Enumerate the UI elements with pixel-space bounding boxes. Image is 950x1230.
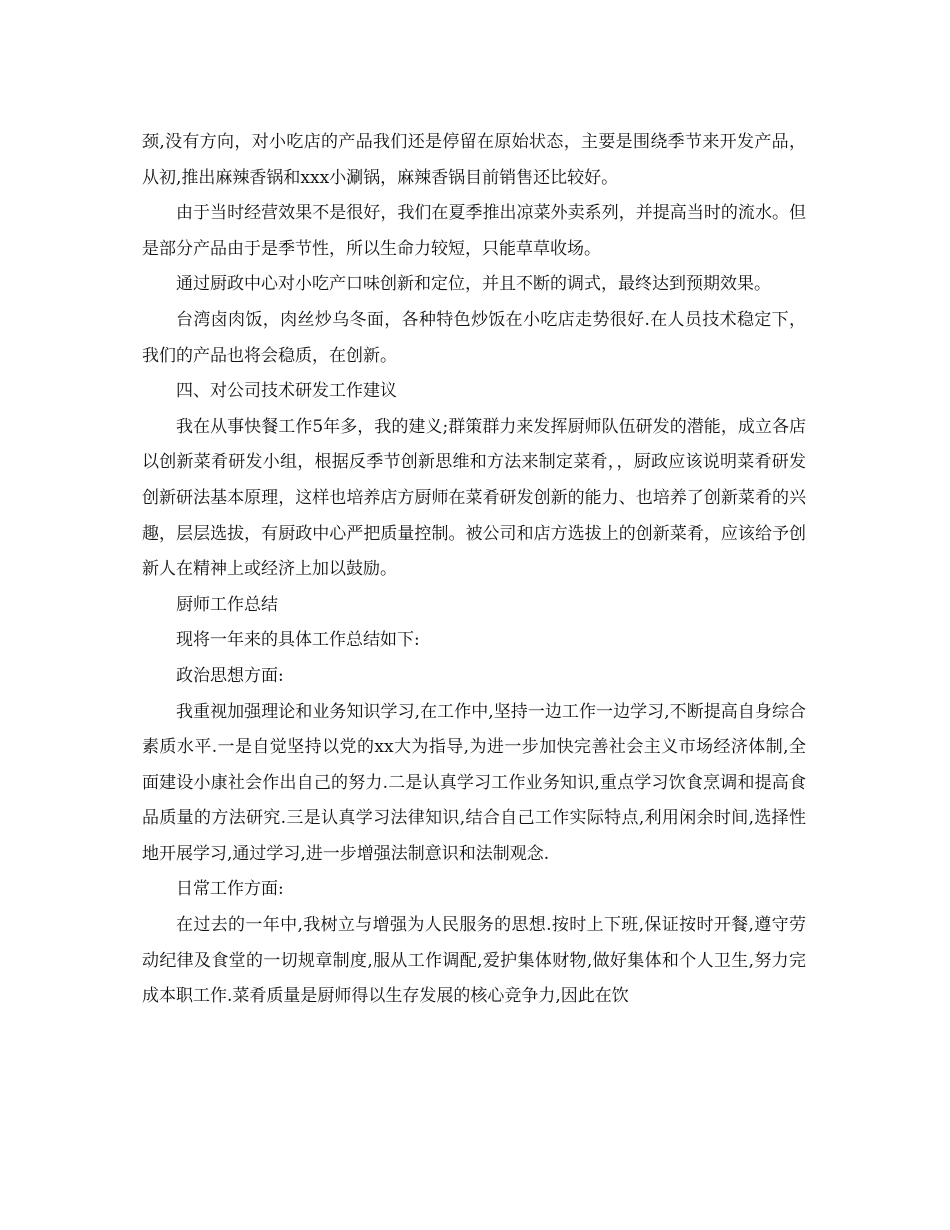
heading-daily-work: 日常工作方面: — [176, 879, 284, 900]
paragraph-signature-dishes: 台湾卤肉饭，肉丝炒乌冬面，各种特色炒饭在小吃店走势很好.在人员技术稳定下，我们的产品也将会稳质，在创新。 — [142, 309, 806, 366]
heading-chef-work-summary: 厨师工作总结 — [176, 594, 278, 615]
paragraph-rd-suggestions: 我在从事快餐工作5年多，我的建义;群策群力来发挥厨师队伍研发的潜能，成立各店以创新菜肴研发小组，根据反季节创新思维和方法来制定菜肴，，厨政应该说明菜肴研发创新研法基本原理，这样也培养店方厨师在菜肴研发创新的能力、也培养了创新菜肴的兴趣，层层选拔，有厨政中心严把质量控制。被公司和店方选拔上的创新菜肴，应该给予创新人在精神上或经济上加以鼓励。 — [142, 416, 806, 580]
section-heading-rd-suggestions: 四、对公司技术研发工作建议 — [176, 381, 397, 402]
document-body — [142, 125, 806, 1015]
paragraph-flavor-innovation: 通过厨政中心对小吃产口味创新和定位，并且不断的调式，最终达到预期效果。 — [176, 274, 771, 295]
paragraph-daily-work: 在过去的一年中,我树立与增强为人民服务的思想.按时上下班,保证按时开餐,遵守劳动纪律及食堂的一切规章制度,服从工作调配,爱护集体财物,做好集体和个人卫生,努力完成本职工作.菜肴质量是厨师得以生存发展的核心竞争力,因此在饮 — [142, 915, 806, 1007]
paragraph-political-thought: 我重视加强理论和业务知识学习,在工作中,坚持一边工作一边学习,不断提高自身综合素质水平.一是自觉坚持以党的xx大为指导,为进一步加快完善社会主义市场经济体制,全面建设小康社会作出自己的努力.二是认真学习工作业务知识,重点学习饮食烹调和提高食品质量的方法研究.三是认真学习法律知识,结合自己工作实际特点,利用闲余时间,选择性地开展学习,通过学习,进一步增强法制意识和法制观念. — [142, 701, 806, 864]
paragraph-product-status: 颈,没有方向，对小吃店的产品我们还是停留在原始状态，主要是围绕季节来开发产品，从初,推出麻辣香锅和xxx小涮锅，麻辣香锅目前销售还比较好。 — [142, 132, 806, 188]
paragraph-summary-intro: 现将一年来的具体工作总结如下: — [176, 630, 420, 651]
heading-political-thought: 政治思想方面: — [176, 665, 284, 686]
paragraph-summer-cold-dishes: 由于当时经营效果不是很好，我们在夏季推出凉菜外卖系列，并提高当时的流水。但是部分产品由于是季节性，所以生命力较短，只能草草收场。 — [142, 203, 806, 259]
